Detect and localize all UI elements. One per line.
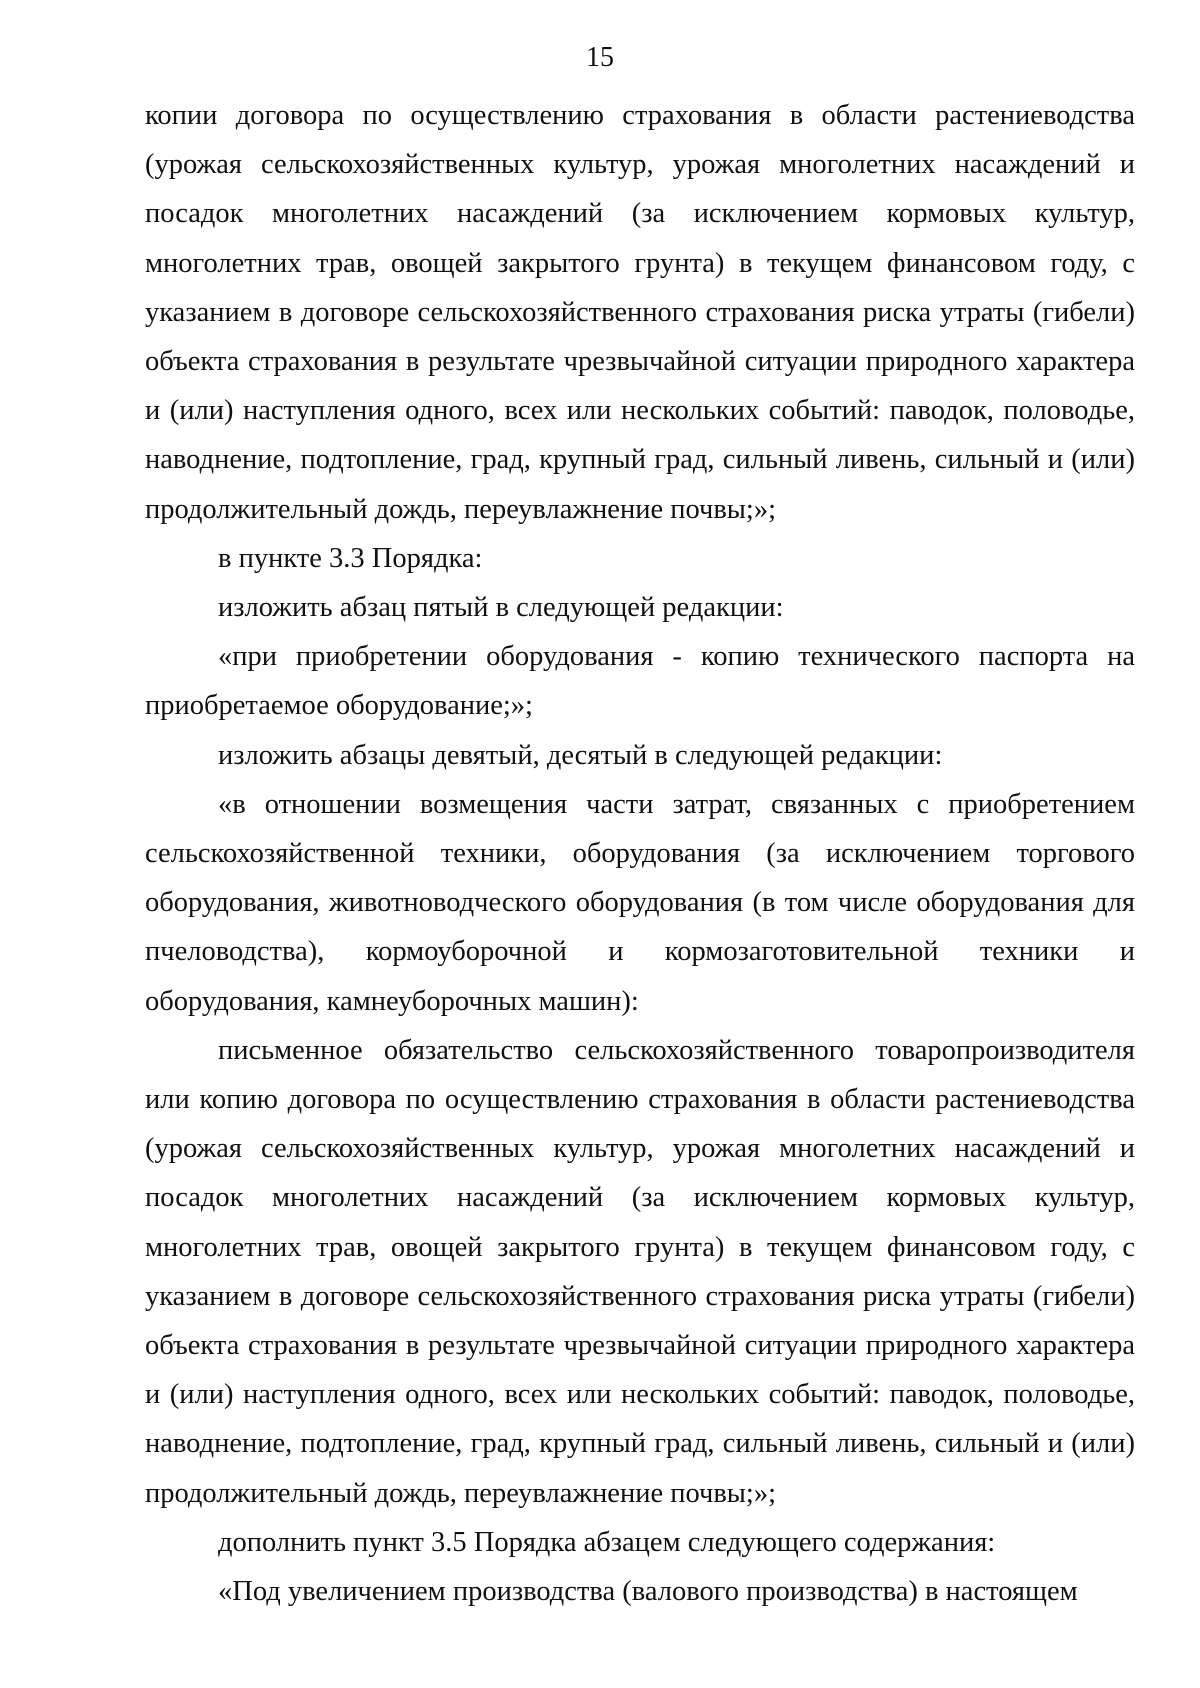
paragraph-1: копии договора по осуществлению страхования в области растениеводства (урожая сельскохозяйственных культур, урожая многолетних насаждений и посадок многолетних насаждений (за исключением кормовых культур, многолетних трав, овощей закрытого грунта) в текущем финансовом году, с указанием в договоре сельскохозяйственного страхования риска утраты (гибели) объекта страхования в результате чрезвычайной ситуации природного характера и (или) наступления одного, всех или нескольких событий: паводок, половодье, наводнение, подтопление, град, крупный град, сильный ливень, сильный и (или) продолжительный дождь, переувлажнение почвы;»; bbox=[145, 100, 1135, 525]
page-number: 15 bbox=[586, 42, 614, 73]
paragraph-3: изложить абзац пятый в следующей редакции: bbox=[218, 592, 784, 624]
paragraph-2: в пункте 3.3 Порядка: bbox=[218, 542, 483, 574]
paragraph-9: «Под увеличением производства (валового производства) в настоящем bbox=[218, 1576, 1078, 1608]
document-body bbox=[145, 91, 1135, 1616]
paragraph-4: «при приобретении оборудования - копию технического паспорта на приобретаемое оборудование;»; bbox=[145, 641, 1135, 722]
paragraph-8: дополнить пункт 3.5 Порядка абзацем следующего содержания: bbox=[218, 1526, 996, 1558]
paragraph-6: «в отношении возмещения части затрат, связанных с приобретением сельскохозяйственной техники, оборудования (за исключением торгового оборудования, животноводческого оборудования (в том числе оборудования для пчеловодства), кормоуборочной и кормозаготовительной техники и оборудования, камнеуборочных машин): bbox=[145, 788, 1135, 1017]
paragraph-7: письменное обязательство сельскохозяйственного товаропроизводителя или копию договора по осуществлению страхования в области растениеводства (урожая сельскохозяйственных культур, урожая многолетних насаждений и посадок многолетних насаждений (за исключением кормовых культур, многолетних трав, овощей закрытого грунта) в текущем финансовом году, с указанием в договоре сельскохозяйственного страхования риска утраты (гибели) объекта страхования в результате чрезвычайной ситуации природного характера и (или) наступления одного, всех или нескольких событий: паводок, половодье, наводнение, подтопление, град, крупный град, сильный ливень, сильный и (или) продолжительный дождь, переувлажнение почвы;»; bbox=[145, 1034, 1135, 1509]
paragraph-5: изложить абзацы девятый, десятый в следующей редакции: bbox=[218, 739, 943, 771]
